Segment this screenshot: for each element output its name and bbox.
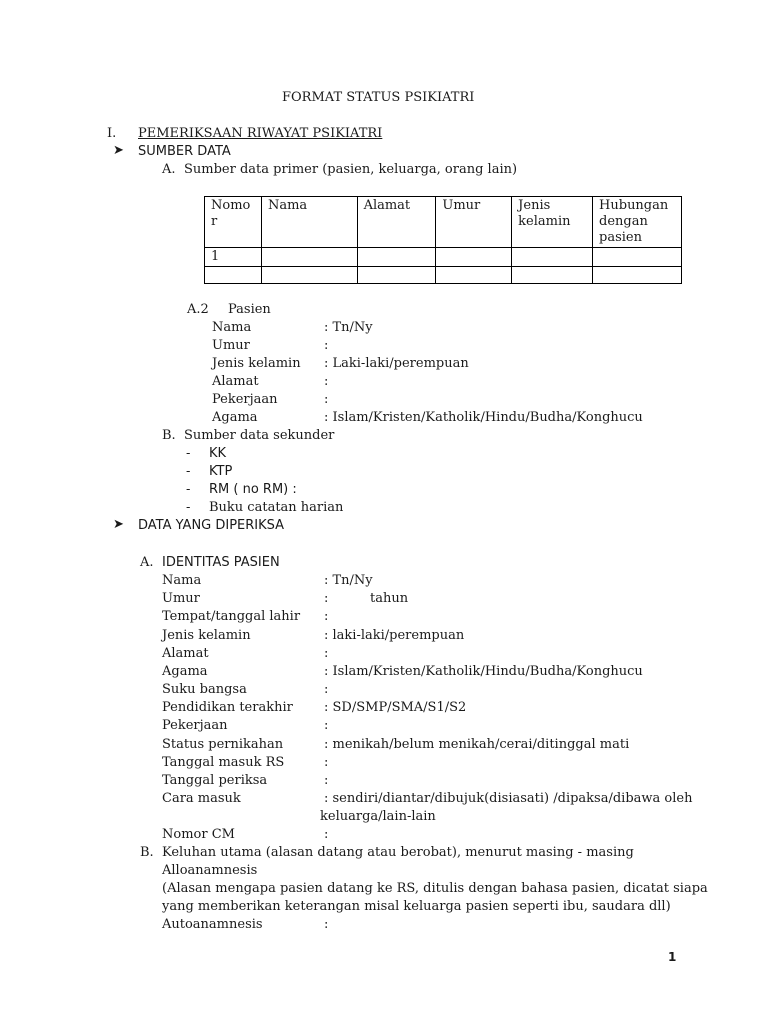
list-item: KK: [209, 446, 227, 461]
table-cell: [512, 248, 593, 267]
field-label: Tanggal periksa: [162, 773, 268, 788]
field-value: : laki-laki/perempuan: [324, 628, 465, 643]
table-cell: [205, 267, 262, 284]
item-a-text: Sumber data primer (pasien, keluarga, orang lain): [184, 162, 518, 177]
table-header-cell: Umur: [436, 197, 512, 248]
table-cell: [261, 267, 357, 284]
field-label: Umur: [212, 338, 250, 353]
sumber-data-heading: SUMBER DATA: [138, 144, 231, 159]
identitas-label: A.: [140, 555, 154, 570]
dash-bullet: -: [186, 500, 191, 515]
field-label: Nama: [162, 573, 202, 588]
page-number: 1: [668, 950, 677, 964]
field-label: Pekerjaan: [162, 718, 228, 733]
field-label: Tempat/tanggal lahir: [162, 609, 301, 624]
field-value: :: [324, 773, 329, 788]
field-value: :: [324, 338, 329, 353]
section-title: PEMERIKSAAN RIWAYAT PSIKIATRI: [138, 126, 383, 141]
field-extra: tahun: [370, 591, 409, 606]
table-cell: [436, 267, 512, 284]
table-cell: [261, 248, 357, 267]
field-value: : SD/SMP/SMA/S1/S2: [324, 700, 467, 715]
field-value: :: [324, 591, 329, 606]
field-label: Pekerjaan: [212, 392, 278, 407]
field-value: : Tn/Ny: [324, 573, 373, 588]
field-label: Suku bangsa: [162, 682, 247, 697]
item-b-text: Sumber data sekunder: [184, 428, 335, 443]
table-header-cell: Jenis kelamin: [512, 197, 593, 248]
arrow-bullet-icon: ➤: [113, 143, 124, 158]
keluhan-label: B.: [140, 845, 154, 860]
field-label: Umur: [162, 591, 200, 606]
list-item: Buku catatan harian: [209, 500, 344, 515]
field-value: : sendiri/diantar/dibujuk(disiasati) /dipaksa/dibawa oleh: [324, 791, 693, 806]
field-label: Agama: [212, 410, 258, 425]
item-b-label: B.: [162, 428, 176, 443]
data-diperiksa-heading: DATA YANG DIPERIKSA: [138, 518, 285, 533]
field-value: :: [324, 392, 329, 407]
field-label: Jenis kelamin: [162, 628, 251, 643]
table-header-cell: Nama: [261, 197, 357, 248]
field-label: Nomor CM: [162, 827, 235, 842]
section-number: I.: [107, 126, 117, 141]
item-a2-label: A.2: [187, 302, 209, 317]
field-value: :: [324, 374, 329, 389]
field-value: :: [324, 827, 329, 842]
list-item: KTP: [209, 464, 233, 479]
keluhan-text: Keluhan utama (alasan datang atau berobat), menurut masing - masing: [162, 845, 634, 860]
table-cell: [357, 267, 436, 284]
field-label: Alamat: [162, 646, 209, 661]
table-header-cell: Hubungan dengan pasien: [593, 197, 682, 248]
identitas-title: IDENTITAS PASIEN: [162, 555, 280, 570]
table-header-row: [205, 197, 682, 248]
list-item: RM ( no RM) :: [209, 482, 297, 497]
field-value: : Laki-laki/perempuan: [324, 356, 469, 371]
field-value: :: [324, 718, 329, 733]
table-cell: [512, 267, 593, 284]
field-label: Tanggal masuk RS: [162, 755, 285, 770]
field-label: Alamat: [212, 374, 259, 389]
field-label: Agama: [162, 664, 208, 679]
dash-bullet: -: [186, 482, 191, 497]
field-value: : Islam/Kristen/Katholik/Hindu/Budha/Konghucu: [324, 410, 643, 425]
item-a-label: A.: [162, 162, 176, 177]
primary-data-table: [204, 196, 682, 284]
field-label: Nama: [212, 320, 252, 335]
arrow-bullet-icon: ➤: [113, 517, 124, 532]
table-cell: [436, 248, 512, 267]
field-value: :: [324, 609, 329, 624]
document-title: FORMAT STATUS PSIKIATRI: [282, 90, 475, 105]
table-header-cell: Nomo r: [205, 197, 262, 248]
table-cell: 1: [205, 248, 262, 267]
field-label: Pendidikan terakhir: [162, 700, 293, 715]
field-label: Jenis kelamin: [212, 356, 301, 371]
alloanamnesis-label: Alloanamnesis: [162, 863, 258, 878]
field-value: :: [324, 682, 329, 697]
autoanamnesis-label: Autoanamnesis: [162, 917, 263, 932]
dash-bullet: -: [186, 446, 191, 461]
field-value: : Islam/Kristen/Katholik/Hindu/Budha/Konghucu: [324, 664, 643, 679]
field-value: :: [324, 646, 329, 661]
autoanamnesis-value: :: [324, 917, 329, 932]
field-label: Status pernikahan: [162, 737, 284, 752]
table-row: [205, 248, 682, 267]
alloanamnesis-note: (Alasan mengapa pasien datang ke RS, ditulis dengan bahasa pasien, dicatat siapa: [162, 881, 708, 896]
table-cell: [593, 248, 682, 267]
table-header-cell: Alamat: [357, 197, 436, 248]
item-a2-title: Pasien: [228, 302, 271, 317]
alloanamnesis-note: yang memberikan keterangan misal keluarga pasien seperti ibu, saudara dll): [162, 899, 671, 914]
field-value: :: [324, 755, 329, 770]
dash-bullet: -: [186, 464, 191, 479]
field-value-continued: keluarga/lain-lain: [320, 809, 436, 824]
field-value: : Tn/Ny: [324, 320, 373, 335]
table-row: [205, 267, 682, 284]
field-label: Cara masuk: [162, 791, 241, 806]
table-cell: [357, 248, 436, 267]
field-value: : menikah/belum menikah/cerai/ditinggal mati: [324, 737, 630, 752]
table-cell: [593, 267, 682, 284]
